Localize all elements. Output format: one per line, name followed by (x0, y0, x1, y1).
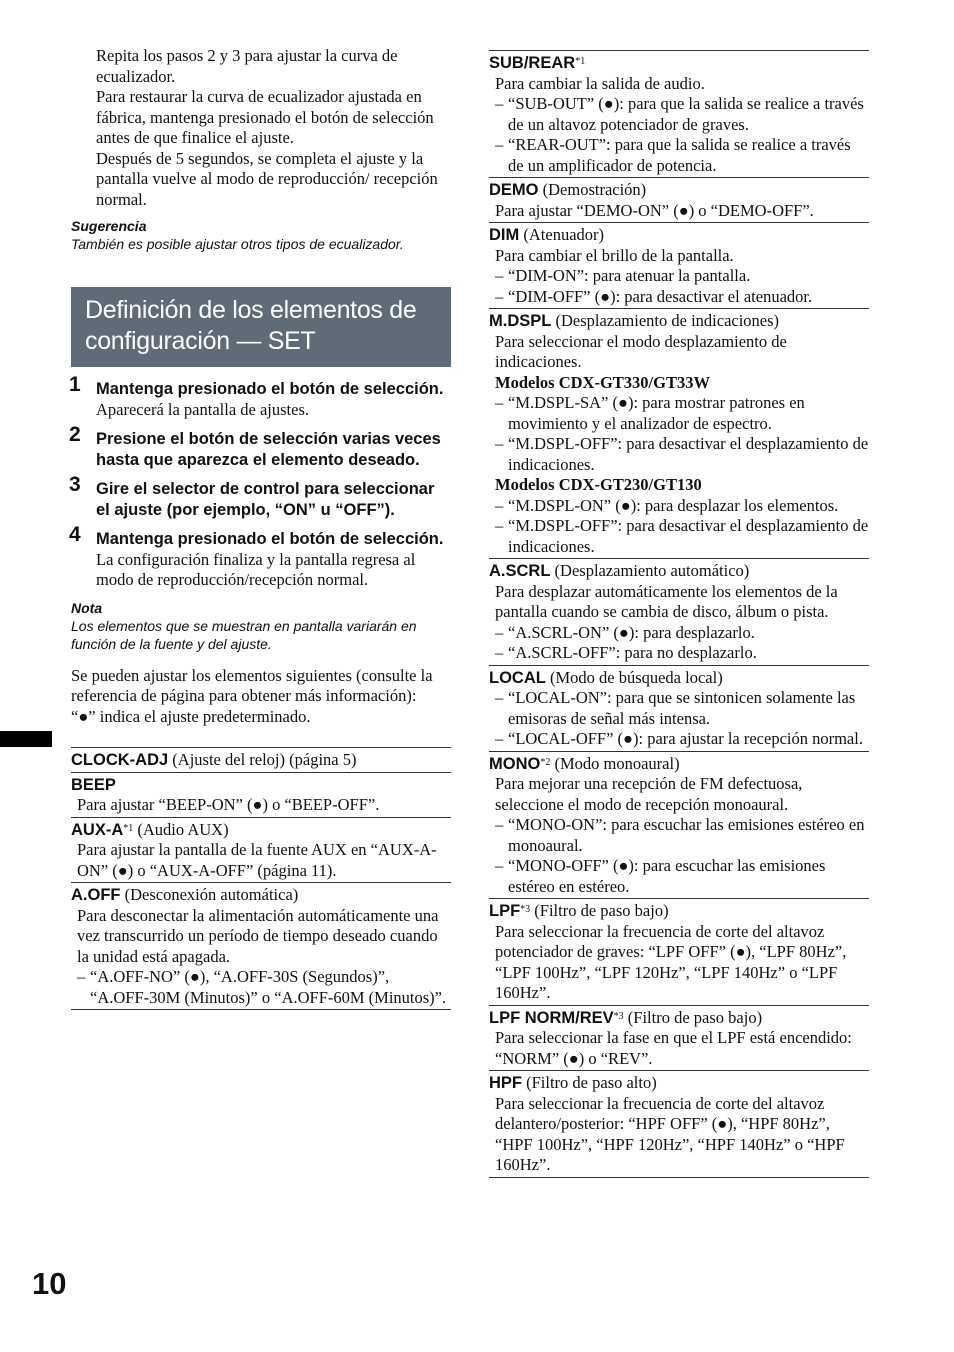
setting-header (71, 885, 451, 906)
option-text: “SUB-OUT” (●): para que la salida se realice a través de un altavoz potenciador de graves. (508, 94, 864, 134)
setting-header (71, 750, 451, 771)
intro-line: Repita los pasos 2 y 3 para ajustar la curva de ecualizador. (96, 46, 398, 86)
option-item (489, 393, 869, 434)
footnote-mark: *3 (613, 1010, 624, 1022)
dash-marker: – (495, 516, 504, 535)
section-tab-marker (0, 731, 52, 747)
setting-subtitle: (Modo monoaural) (550, 753, 680, 773)
setting-subtitle: (Filtro de paso bajo) (623, 1007, 763, 1027)
option-item (489, 688, 869, 729)
setting-subtitle: (Desplazamiento de indicaciones) (551, 311, 780, 330)
setting-header (489, 1008, 869, 1029)
setting-name: A.OFF (71, 886, 121, 904)
footnote-mark: *1 (575, 56, 586, 67)
option-item (489, 287, 869, 308)
setting-name: LPF NORM/REV (489, 1008, 614, 1027)
setting-subtitle: (Ajuste del reloj) (página 5) (168, 750, 357, 769)
setting-subtitle: (Desconexión automática) (120, 885, 299, 904)
tip-block (71, 218, 451, 253)
option-text: “MONO-ON”: para escuchar las emisiones estéreo en monoaural. (508, 815, 865, 855)
setting-header (489, 901, 869, 922)
setting-item (71, 747, 451, 772)
option-text: “DIM-OFF” (●): para desactivar el atenuador. (508, 286, 813, 306)
option-text: “MONO-OFF” (●): para escuchar las emisiones estéreo en estéreo. (508, 856, 826, 896)
dash-marker: – (77, 967, 86, 986)
setting-name: BEEP (71, 775, 116, 794)
page-number: 10 (32, 1266, 67, 1301)
dash-marker: – (495, 434, 504, 453)
setting-subtitle: (Modo de búsqueda local) (545, 667, 723, 687)
option-item (489, 434, 869, 475)
step-number: 2 (69, 423, 81, 446)
option-item (489, 94, 869, 135)
option-item (489, 643, 869, 664)
setting-header (489, 561, 869, 582)
note-block (71, 600, 451, 653)
setting-header (489, 1073, 869, 1094)
setting-header (489, 668, 869, 689)
setting-item (489, 751, 869, 899)
body-paragraph: Se pueden ajustar los elementos siguientes (consulte la referencia de página para obtener más información): (71, 665, 433, 705)
setting-subtitle: (Audio AUX) (133, 819, 229, 839)
setting-item (71, 817, 451, 883)
option-text: “M.DSPL-OFF”: para desactivar el desplazamiento de indicaciones. (508, 434, 869, 474)
option-text: “LOCAL-OFF” (●): para ajustar la recepción normal. (508, 729, 863, 748)
option-item (489, 623, 869, 644)
tip-text: También es posible ajustar otros tipos de ecualizador. (71, 236, 404, 252)
setting-header (489, 53, 869, 74)
setting-name: DEMO (489, 181, 539, 199)
setting-description: Para seleccionar el modo desplazamiento de indicaciones. (495, 331, 787, 371)
footnote-mark: *3 (520, 904, 531, 915)
settings-list-right (489, 50, 869, 1178)
step-title: Mantenga presionado el botón de selección. (96, 530, 444, 548)
setting-item (489, 665, 869, 751)
setting-header (71, 775, 451, 796)
setting-item (489, 898, 869, 1005)
setting-name: AUX-A (71, 820, 124, 839)
setting-item (71, 882, 451, 1010)
step-title: Mantenga presionado el botón de selección. (96, 380, 444, 398)
dash-marker: – (495, 622, 504, 642)
option-item (489, 815, 869, 856)
setting-header (489, 311, 869, 332)
step-item (69, 373, 451, 420)
step-item (69, 423, 451, 470)
step-text: Aparecerá la pantalla de ajustes. (96, 399, 310, 419)
setting-description: Para cambiar el brillo de la pantalla. (495, 245, 734, 265)
option-item (489, 135, 869, 176)
setting-item (71, 772, 451, 817)
step-number: 3 (69, 473, 81, 496)
option-item (489, 516, 869, 557)
dash-marker: – (495, 643, 504, 662)
option-text: “A.SCRL-OFF”: para no desplazarlo. (508, 643, 757, 662)
setting-name: LOCAL (489, 668, 546, 687)
step-title: Presione el botón de selección varias veces hasta que aparezca el elemento deseado. (96, 430, 441, 469)
dash-marker: – (495, 266, 504, 285)
intro-line: Para restaurar la curva de ecualizador ajustada en fábrica, mantenga presionado el botón de selección antes de que finalice el ajuste. (96, 87, 434, 147)
option-text: “M.DSPL-OFF”: para desactivar el desplazamiento de indicaciones. (508, 516, 869, 556)
step-number: 1 (69, 373, 81, 396)
note-text: Los elementos que se muestran en pantalla variarán en función de la fuente y del ajuste. (71, 617, 417, 652)
dash-marker: – (495, 393, 504, 412)
right-column (489, 50, 869, 1178)
dash-marker: – (495, 495, 504, 515)
setting-header (71, 820, 451, 841)
setting-subtitle: (Desplazamiento automático) (550, 561, 750, 580)
setting-item (489, 558, 869, 665)
setting-header (489, 180, 869, 201)
setting-item (489, 50, 869, 177)
dash-marker: – (495, 729, 504, 748)
setting-name: MONO (489, 754, 541, 773)
setting-description: Para desplazar automáticamente los elementos de la pantalla cuando se cambia de disco, álbum o pista. (495, 581, 838, 621)
setting-description: Para ajustar “BEEP-ON” (●) o “BEEP-OFF”. (77, 795, 380, 814)
setting-description: Para seleccionar la frecuencia de corte del altavoz delantero/posterior: “HPF OFF” (●), “HPF 80Hz”, “HPF 100Hz”, “HPF 120Hz”, “HPF 140Hz” o “HPF 160Hz”. (495, 1093, 845, 1174)
setting-description: Para seleccionar la frecuencia de corte del altavoz potenciador de graves: “LPF OFF” (●), “LPF 80Hz”, “LPF 100Hz”, “LPF 120Hz”, “LPF 140Hz” o “LPF 160Hz”. (495, 921, 847, 1002)
setting-name: A.SCRL (489, 562, 551, 580)
option-text: “REAR-OUT”: para que la salida se realice a través de un amplificador de potencia. (508, 135, 851, 175)
setting-header (489, 225, 869, 246)
dash-marker: – (495, 815, 504, 834)
option-text: “LOCAL-ON”: para que se sintonicen solamente las emisoras de señal más intensa. (508, 688, 856, 728)
dash-marker: – (495, 135, 504, 154)
setting-item (489, 1005, 869, 1071)
tip-label: Sugerencia (71, 218, 147, 234)
dash-marker: – (495, 856, 504, 875)
section-title: Definición de los elementos de configuración — SET (71, 287, 451, 367)
setting-description: Para seleccionar la fase en que el LPF está encendido: “NORM” (●) o “REV”. (495, 1028, 852, 1068)
note-label: Nota (71, 599, 103, 616)
dash-marker: – (495, 286, 504, 306)
intro-line: Después de 5 segundos, se completa el ajuste y la pantalla vuelve al modo de reproducción/ recepción normal. (96, 148, 438, 209)
left-column (71, 0, 451, 1010)
setting-subtitle: (Filtro de paso bajo) (530, 901, 669, 920)
option-item (489, 729, 869, 750)
footnote-mark: *2 (540, 756, 551, 768)
option-text: “A.OFF-NO” (●), “A.OFF-30S (Segundos)”, “A.OFF-30M (Minutos)” o “A.OFF-60M (Minutos)”. (90, 967, 447, 1007)
option-item (489, 856, 869, 897)
setting-subtitle: (Filtro de paso alto) (522, 1073, 657, 1092)
setting-subtitle: (Atenuador) (519, 225, 605, 244)
option-text: “A.SCRL-ON” (●): para desplazarlo. (508, 622, 755, 642)
body-paragraph: “●” indica el ajuste predeterminado. (71, 706, 311, 726)
option-item (71, 967, 451, 1008)
step-item (69, 473, 451, 520)
setting-name: DIM (489, 226, 520, 244)
setting-name: SUB/REAR (489, 54, 576, 72)
setting-description: Para mejorar una recepción de FM defectuosa, seleccione el modo de recepción monoaural. (495, 774, 803, 814)
setting-item (489, 308, 869, 558)
step-text: La configuración finaliza y la pantalla regresa al modo de reproducción/recepción normal. (96, 549, 416, 589)
step-item (69, 523, 451, 591)
setting-item (489, 1070, 869, 1178)
settings-list-left (71, 747, 451, 1010)
option-text: “M.DSPL-SA” (●): para mostrar patrones en movimiento y el analizador de espectro. (508, 393, 805, 433)
setting-description: Para ajustar “DEMO-ON” (●) o “DEMO-OFF”. (495, 200, 814, 220)
option-text: “DIM-ON”: para atenuar la pantalla. (508, 266, 751, 285)
setting-name: M.DSPL (489, 312, 552, 330)
step-number: 4 (69, 523, 81, 546)
setting-name: HPF (489, 1074, 522, 1092)
model-heading: Modelos CDX-GT330/GT33W (495, 372, 710, 392)
setting-description: Para cambiar la salida de audio. (495, 73, 705, 93)
model-heading: Modelos CDX-GT230/GT130 (495, 475, 702, 494)
step-title: Gire el selector de control para seleccionar el ajuste (por ejemplo, “ON” u “OFF”). (96, 480, 435, 519)
option-item (489, 496, 869, 517)
setting-description: Para desconectar la alimentación automáticamente una vez transcurrido un período de tiempo deseado cuando la unidad está apagada. (77, 905, 439, 966)
option-item (489, 266, 869, 287)
intro-text (71, 46, 451, 210)
setting-subtitle: (Demostración) (538, 180, 647, 199)
setting-header (489, 754, 869, 775)
setting-description: Para ajustar la pantalla de la fuente AUX en “AUX-A-ON” (●) o “AUX-A-OFF” (página 11). (77, 840, 437, 880)
option-text: “M.DSPL-ON” (●): para desplazar los elementos. (508, 495, 839, 515)
dash-marker: – (495, 688, 504, 707)
setting-name: CLOCK-ADJ (71, 751, 169, 769)
body-text (71, 666, 451, 728)
dash-marker: – (495, 94, 504, 113)
footnote-mark: *1 (123, 822, 134, 834)
setting-name: LPF (489, 902, 521, 920)
setting-item (489, 177, 869, 222)
steps-list (69, 373, 451, 591)
setting-item (489, 222, 869, 308)
